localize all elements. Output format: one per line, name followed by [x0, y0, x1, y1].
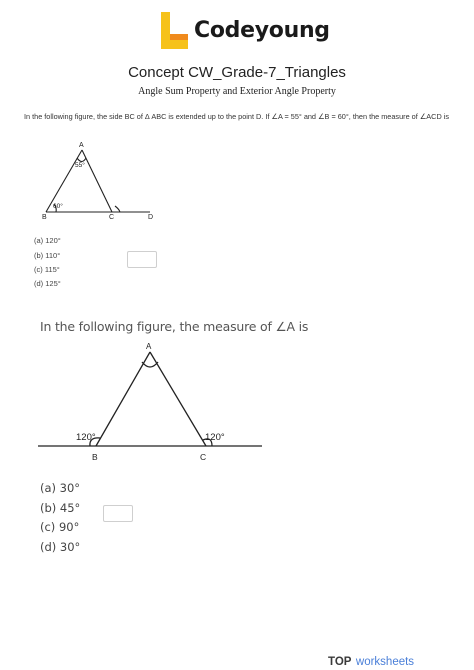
- footer-top-text: TOP: [328, 656, 352, 668]
- q1-label-a: A: [79, 142, 84, 149]
- q2-option-c: (c) 90°: [40, 520, 80, 534]
- q2-side-ac: [150, 352, 206, 446]
- q1-label-c: C: [109, 214, 115, 221]
- q1-option-c: (c) 115°: [34, 265, 60, 274]
- q2-side-ab: [96, 352, 150, 446]
- q1-label-b: B: [42, 214, 47, 221]
- footer-worksheets-text: worksheets: [355, 656, 415, 668]
- q2-label-a: A: [146, 342, 152, 351]
- brand-name: Codeyoung: [194, 18, 330, 43]
- q1-angle-a-label: 55°: [75, 162, 85, 169]
- q2-angle-b-label: 120°: [76, 432, 96, 443]
- q1-option-b: (b) 110°: [34, 251, 61, 260]
- q2-angle-c-label: 120°: [205, 432, 225, 443]
- q1-label-d: D: [148, 214, 154, 221]
- q1-option-a: (a) 120°: [34, 236, 61, 245]
- q2-option-d: (d) 30°: [40, 540, 81, 554]
- question-2-text: In the following figure, the measure of ∠A is: [40, 319, 309, 334]
- q2-label-c: C: [200, 452, 207, 462]
- q1-angle-b-label: 60°: [53, 203, 63, 210]
- q1-option-d: (d) 125°: [34, 279, 61, 288]
- footer-branding: [328, 652, 468, 668]
- q2-answer-input[interactable]: [103, 505, 133, 522]
- q2-option-b: (b) 45°: [40, 501, 81, 515]
- q2-label-b: B: [92, 452, 98, 462]
- q2-option-a: (a) 30°: [40, 481, 81, 495]
- document-title: Concept CW_Grade-7_Triangles: [128, 64, 346, 81]
- question-1-text: In the following figure, the side BC of Δ ABC is extended up to the point D. If ∠A = 55° and ∠B = 60°, then the measure of ∠ACD is: [24, 112, 450, 121]
- document-subtitle: Angle Sum Property and Exterior Angle Property: [138, 86, 336, 97]
